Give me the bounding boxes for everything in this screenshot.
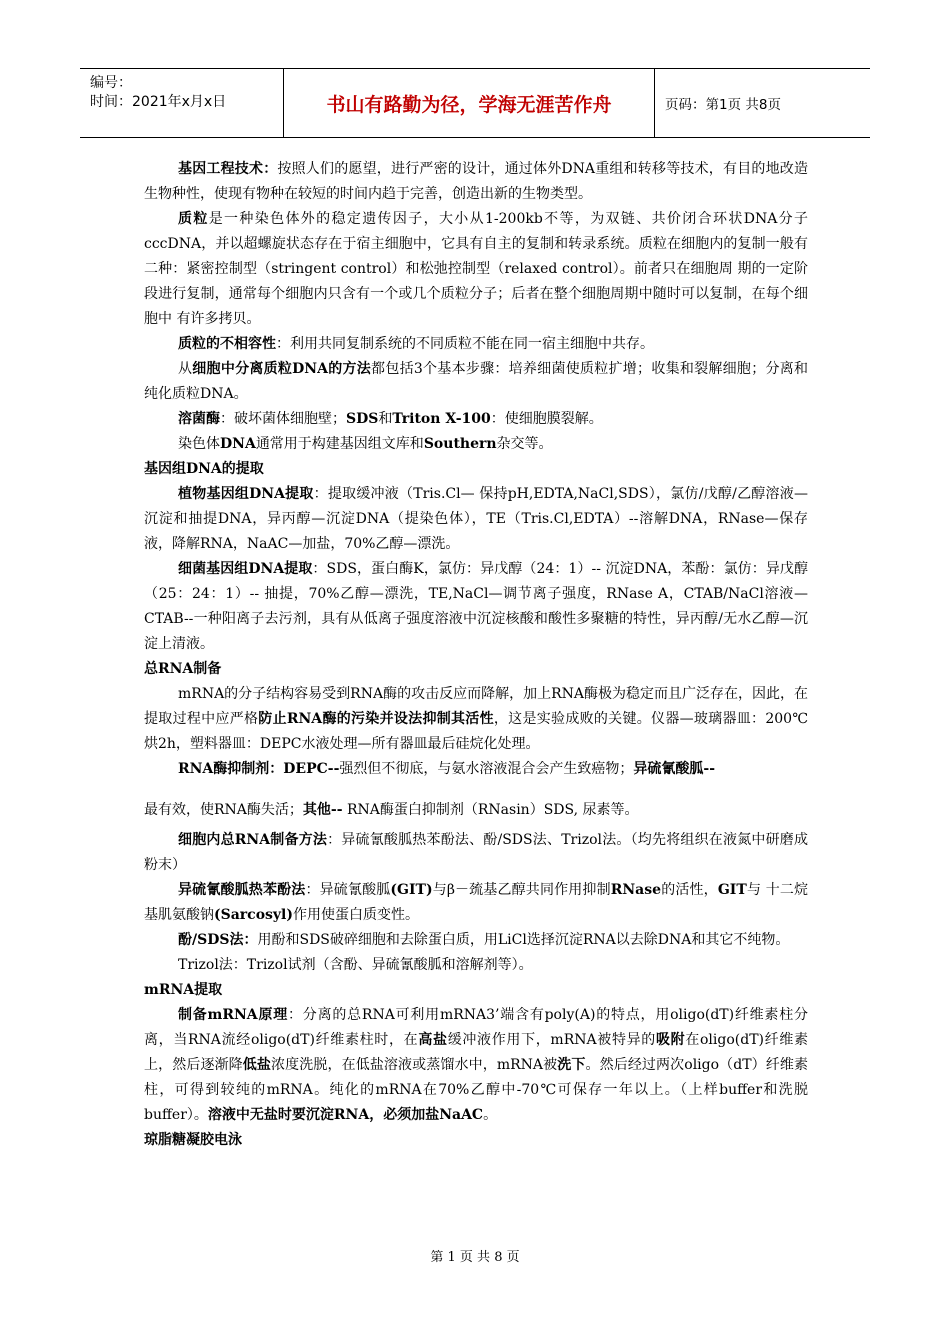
paragraph xyxy=(144,953,808,978)
term: Southern xyxy=(423,436,497,452)
text: 是一种染色体外的稳定遗传因子，大小从1-200kb不等，为双链、共价闭合环状DNA分子cccDNA，并以超螺旋状态存在于宿主细胞中，它具有自主的复制和转录系统。质粒在细胞内的复制一般有二种：紧密控制型（stringent control）和松弛控制型（relaxed control）。前者只在细胞周 期的一定阶段进行复制，通常每个细胞内只含有一个或几个质粒分子；后者在整个细胞周期中随时可以复制，在每个细胞中 有许多拷贝。 xyxy=(144,211,808,327)
term: 其他-- xyxy=(302,802,343,818)
text: mRNA的分子结构容易受到RNA酶的攻击反应而降解，加上RNA酶极为稳定而且广泛存在，因此，在提取过程中应严格 xyxy=(144,686,808,727)
term: 低盐 xyxy=(242,1057,272,1073)
number-label: 编号： xyxy=(90,75,132,91)
section-heading: 基因组DNA的提取 xyxy=(144,461,264,477)
term: 溶液中无盐时要沉淀RNA，必须加盐NaAC xyxy=(207,1107,484,1123)
term: RNA酶抑制剂：DEPC-- xyxy=(178,761,340,777)
term: 细菌基因组DNA提取 xyxy=(178,561,313,577)
paragraph xyxy=(144,157,808,207)
term: 异硫氰酸胍-- xyxy=(633,761,716,777)
paragraph xyxy=(144,207,808,332)
section-heading: mRNA提取 xyxy=(144,982,223,998)
term: 酚/SDS法： xyxy=(178,932,258,948)
paragraph xyxy=(144,757,808,782)
term: 基因工程技术： xyxy=(178,161,278,177)
term: 防止RNA酶的污染并设法抑制其活性 xyxy=(258,711,494,727)
term: (Sarcosyl) xyxy=(214,907,294,923)
paragraph xyxy=(144,432,808,457)
text: ：SDS，蛋白酶K，氯仿：异戊醇（24：1）-- 沉淀DNA，苯酚：氯仿：异戊醇（25：24：1）-- 抽提，70%乙醇—漂洗，TE,NaCl—调节离子强度，RNase A，CTAB/NaCl溶液—CTAB--一种阳离子去污剂，具有从低离子强度溶液中沉淀核酸和酸性多聚糖的特性，异丙醇/无水乙醇—沉淀上清液。 xyxy=(144,561,808,652)
text: ：提取缓冲液（Tris.Cl— 保持pH,EDTA,NaCl,SDS），氯仿/戊醇/乙醇溶液—沉淀和抽提DNA，异丙醇—沉淀DNA（提染色体），TE（Tris.Cl,EDTA）--溶解DNA，RNase—保存液，降解RNA，NaAC—加盐，70%乙醇—漂洗。 xyxy=(144,486,808,552)
text: ：利用共同复制系统的不同质粒不能在同一宿主细胞中共存。 xyxy=(276,336,654,352)
text: 强烈但不彻底，与氨水溶液混合会产生致癌物； xyxy=(339,761,634,777)
paragraph xyxy=(144,682,808,757)
term: 异硫氰酸胍热苯酚法 xyxy=(178,882,306,898)
paragraph xyxy=(144,557,808,657)
text: 的活性， xyxy=(661,882,718,898)
term: 洗下 xyxy=(557,1057,586,1073)
term: 吸附 xyxy=(655,1032,686,1048)
term: 植物基因组DNA提取 xyxy=(178,486,314,502)
page-footer: 第 1 页 共 8 页 xyxy=(430,1250,520,1265)
text: 杂交等。 xyxy=(496,436,553,452)
text: 作用使蛋白质变性。 xyxy=(293,907,420,923)
text: 和 xyxy=(378,411,393,427)
section-heading: 琼脂糖凝胶电泳 xyxy=(144,1132,242,1148)
term: Triton X-100 xyxy=(392,411,491,427)
term: GIT xyxy=(717,882,747,898)
page-header xyxy=(80,68,870,138)
term: 溶菌酶 xyxy=(178,411,220,427)
term: RNase xyxy=(610,882,662,898)
text: 。然后经过两次oligo（dT）纤维素柱，可得到较纯的mRNA。纯化的mRNA在70%乙醇中-70℃可保存一年以上。（上样buffer和洗脱buffer）。 xyxy=(144,1057,809,1123)
paragraph xyxy=(144,798,808,823)
text: 用酚和SDS破碎细胞和去除蛋白质，用LiCl选择沉淀RNA以去除DNA和其它不纯物。 xyxy=(257,932,790,948)
text: 最有效，使RNA酶失活； xyxy=(144,802,303,818)
text: 按照人们的愿望，进行严密的设计，通过体外DNA重组和转移等技术，有目的地改造生物种性，使现有物种在较短的时间内趋于完善，创造出新的生物类型。 xyxy=(144,161,808,202)
text: 在oligo(dT)纤维素上，然后逐渐降 xyxy=(144,1032,809,1073)
term: 高盐 xyxy=(418,1032,448,1048)
paragraph xyxy=(144,828,808,878)
text: ：分离的总RNA可利用mRNA3’端含有poly(A)的特点，用oligo(dT)纤维素柱分离，当RNA流经oligo(dT)纤维素柱时，在 xyxy=(144,1007,808,1048)
text: ：使细胞膜裂解。 xyxy=(490,411,603,427)
text: 从 xyxy=(178,361,193,377)
term: 质粒的不相容性 xyxy=(178,336,276,352)
time-label: 时间：2021年x月x日 xyxy=(90,94,227,110)
paragraph xyxy=(144,878,808,928)
text: RNA酶蛋白抑制剂（RNasin）SDS, 尿素等。 xyxy=(342,802,639,818)
paragraph xyxy=(144,357,808,407)
paragraph xyxy=(144,482,808,557)
text: Trizol法：Trizol试剂（含酚、异硫氰酸胍和溶解剂等）。 xyxy=(178,957,533,973)
paragraph xyxy=(144,1003,808,1128)
term: SDS xyxy=(346,411,379,427)
text: ：异硫氰酸胍热苯酚法、酚/SDS法、Trizol法。（均先将组织在液氮中研磨成粉末） xyxy=(144,832,808,873)
document-body xyxy=(144,157,808,1153)
text: 与 十二烷基肌氨酸钠 xyxy=(144,882,809,923)
text: ：破坏菌体细胞壁； xyxy=(220,411,346,427)
term: (GIT) xyxy=(390,882,433,898)
text: 通常用于构建基因组文库和 xyxy=(255,436,424,452)
header-meta-cell xyxy=(80,69,284,137)
header-page-label: 页码：第1页 共8页 xyxy=(665,97,781,113)
text: 浓度洗脱，在低盐溶液或蒸馏水中，mRNA被 xyxy=(271,1057,558,1073)
term: DNA xyxy=(220,436,256,452)
term: 质粒 xyxy=(178,211,209,227)
paragraph xyxy=(144,928,808,953)
text: 都包括3个基本步骤：培养细菌使质粒扩增；收集和裂解细胞；分离和纯化质粒DNA。 xyxy=(144,361,809,402)
text: 与β－巯基乙醇共同作用抑制 xyxy=(432,882,611,898)
text: 缓冲液作用下，mRNA被特异的 xyxy=(447,1032,656,1048)
term: 制备mRNA原理 xyxy=(178,1007,289,1023)
header-motto: 书山有路勤为径，学海无涯苦作舟 xyxy=(284,69,655,137)
text: 染色体 xyxy=(178,436,220,452)
text: ，这是实验成败的关键。仪器—玻璃器皿：200℃烘2h，塑料器皿：DEPC水液处理—所有器皿最后硅烷化处理。 xyxy=(144,711,808,752)
section-heading: 总RNA制备 xyxy=(144,661,222,677)
term: 细胞内总RNA制备方法 xyxy=(178,832,328,848)
text: ：异硫氰酸胍 xyxy=(305,882,391,898)
term: 细胞中分离质粒DNA的方法 xyxy=(192,361,372,377)
paragraph xyxy=(144,332,808,357)
text: 。 xyxy=(483,1107,498,1123)
paragraph xyxy=(144,407,808,432)
